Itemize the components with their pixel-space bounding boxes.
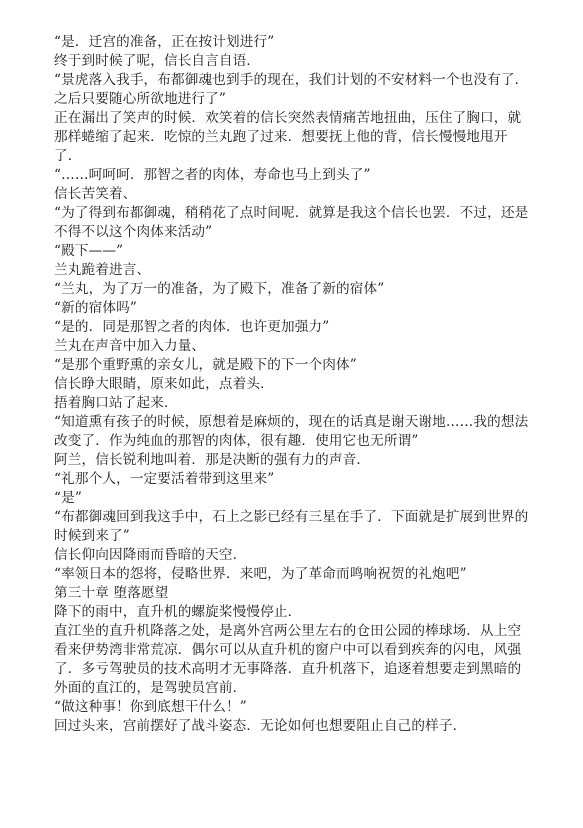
paragraph: 降下的雨中，直升机的螺旋桨慢慢停止． (54, 604, 302, 620)
novel-text (54, 33, 532, 736)
paragraph: “是” (54, 490, 82, 506)
paragraph: 兰丸跪着进言、 (54, 262, 151, 278)
paragraph: “知道熏有孩子的时候，原想着是麻烦的，现在的话真是谢天谢地……我的想法改变了．作为纯血的那智的肉体，很有趣．使用它也无所谓” (54, 414, 529, 449)
paragraph: 信长仰向因降雨而昏暗的天空． (54, 547, 247, 563)
paragraph: 信长睁大眼睛，原来如此，点着头． (54, 376, 274, 392)
paragraph: “景虎落入我手，布都御魂也到手的现在，我们计划的不安材料一个也没有了．之后只要随心所欲地进行了” (54, 72, 529, 107)
paragraph: “布都御魂回到我这手中，石上之影已经有三星在手了．下面就是扩展到世界的时候到来了” (54, 509, 529, 544)
chapter-heading: 第三十章 堕落愿望 (54, 585, 169, 601)
paragraph: 捂着胸口站了起来． (54, 395, 178, 411)
paragraph: 信长苦笑着、 (54, 186, 137, 202)
paragraph: “兰丸，为了万一的准备，为了殿下，准备了新的宿体” (54, 281, 385, 297)
paragraph: 直江坐的直升机降落之处，是离外宫两公里左右的仓田公园的棒球场．从上空看来伊势湾非常荒凉．偶尔可以从直升机的窗户中可以看到疾奔的闪电，风强了．多亏驾驶员的技术高明才无事降落．直升机落下，追逐着想要走到黑暗的外面的直江的，是驾驶员宫前． (54, 623, 522, 696)
paragraph: “是那个重野熏的亲女儿，就是殿下的下一个肉体” (54, 357, 357, 373)
paragraph: “做这种事！你到底想干什么！” (54, 699, 247, 715)
paragraph: “礼那个人，一定要活着带到这里来” (54, 471, 275, 487)
paragraph: “新的宿体吗” (54, 300, 137, 316)
paragraph: 终于到时候了呢，信长自言自语． (54, 53, 261, 69)
paragraph: 回过头来，宫前摆好了战斗姿态．无论如何也想要阻止自己的样子． (54, 718, 467, 734)
paragraph: “殿下——” (54, 243, 124, 259)
paragraph: “是．迁宫的准备，正在按计划进行” (54, 34, 275, 50)
paragraph: “为了得到布都御魂，稍稍花了点时间呢．就算是我这个信长也罢．不过，还是不得不以这个肉体来活动” (54, 205, 529, 240)
paragraph: “率领日本的怨将，侵略世界．来吧，为了革命而鸣响祝贺的礼炮吧” (54, 566, 467, 582)
paragraph: “……呵呵呵．那智之者的肉体，寿命也马上到头了” (54, 167, 371, 183)
paragraph: 正在漏出了笑声的时候．欢笑着的信长突然表情痛苦地扭曲，压住了胸口，就那样蜷缩了起来．吃惊的兰丸跑了过来．想要抚上他的背，信长慢慢地甩开了． (54, 110, 522, 164)
paragraph: 阿兰，信长锐利地叫着．那是决断的强有力的声音． (54, 452, 371, 468)
paragraph: “是的．同是那智之者的肉体．也许更加强力” (54, 319, 330, 335)
paragraph: 兰丸在声音中加入力量、 (54, 338, 206, 354)
